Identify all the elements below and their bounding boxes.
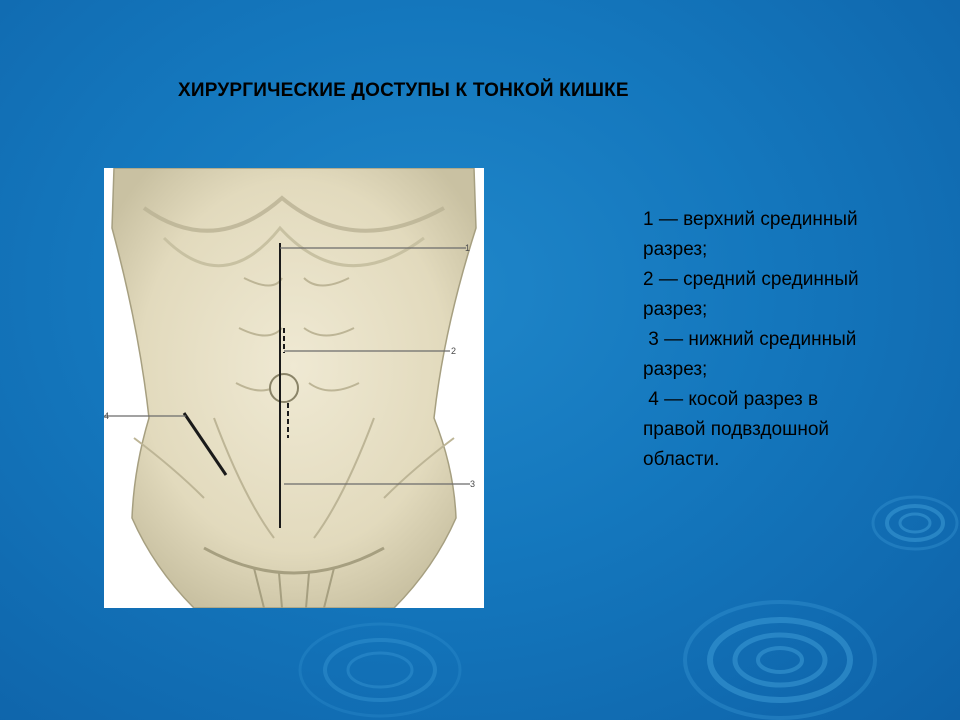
legend-line: разрез; — [643, 359, 708, 380]
legend-line: области. — [643, 449, 720, 470]
incision-legend — [643, 205, 933, 475]
legend-line: 1 — верхний срединный — [643, 209, 858, 230]
figure-label-1: 1 — [465, 243, 471, 253]
legend-line: разрез; — [643, 299, 708, 320]
legend-line: разрез; — [643, 239, 708, 260]
abdomen-illustration — [104, 168, 484, 608]
legend-line: правой подвздошной — [643, 419, 830, 440]
figure-label-3: 3 — [470, 479, 476, 489]
slide-title: ХИРУРГИЧЕСКИЕ ДОСТУПЫ К ТОНКОЙ КИШКЕ — [178, 80, 629, 101]
legend-line: 2 — средний срединный — [643, 269, 859, 290]
figure-label-2: 2 — [451, 346, 457, 356]
legend-line: 4 — косой разрез в — [643, 389, 819, 410]
legend-line: 3 — нижний срединный — [643, 329, 857, 350]
figure-label-4: 4 — [104, 411, 110, 421]
